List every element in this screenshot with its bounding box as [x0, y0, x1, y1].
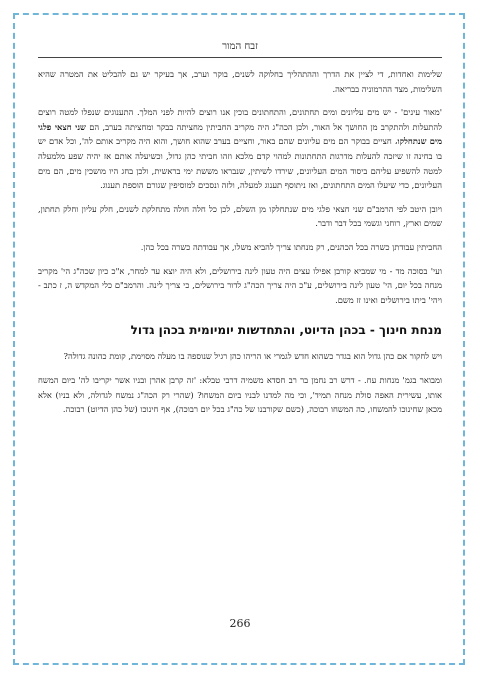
paragraph-4: החביתין עבודתן כשרה בכל הכהנים, רק מנחתו צריך להביא משלו, אך עבודתה כשרה בכל כהן.	[140, 241, 442, 252]
section-heading: מנחת חינוך - בכהן הדיוט, והתחדשות יומיומית בכהן גדול	[130, 323, 442, 338]
page-body	[38, 67, 442, 426]
paragraph-2-bold: שני חצאי פלגי מים שנתחלקו	[38, 121, 442, 147]
paragraph-5: ועי' בסוכה מד - מי שמביא קורבן אפילו עצים היה טעון לינה בירושלים, ולא היה יוצא עד למחר, א"כ כיון שכה"ג הי' מקריב מנחה בכל יום, הי' טעון לינה בירושלים, ע"כ היה צריך הכה"ג לדור בירושלים, כי צריך לינה. והרמב"ם כלי המקדש ה, ז כתב - ויהי' ביתו בירושלים ואינו זז משם.	[38, 265, 442, 305]
header-divider	[38, 57, 442, 58]
paragraph-3: ויובן היטב לפי הרמב"ם שני חצאי פלגי מים שנתחלקו מן השלם, לכן כל חלה חולה מתחלקת לשנים, חלק עליון וחלק תחתון, שמים וארץ, רוחני וגשמי בכל דבר ודבר.	[38, 203, 442, 229]
paragraph-7: ומבואר בגמ' מנחות עח. - דרש רב נחמן בר רב חסדא משמיה דרבי טבלא: 'זה קרבן אהרן ובניו אשר יקריבו לה' ביום המשח אותו, עשירית האפה סולת מנחה תמיד', וכי מה למדנו לבניו ביום המשחו? (שהרי רק הכה"ג נמשח לגדולה, ולא בניו) אלא מכאן שחינוכו להמשחו, כה המשחו רבוכה, (כשם שקורבנו של כה"ג בכל יום רבוכה), אף חינוכו (של כהן הדיוט) רבוכה.	[38, 374, 442, 415]
paragraph-6: ויש לחקור אם כהן גדול הוא בגדר כשהוא חדש לגמרי או הריהו כהן רגיל שנוספה בו מעלה מסוימת, קומת כהונה גדולה?	[63, 351, 442, 362]
paragraph-1: שלימות ואחדות, די לציין את הדרך וההתהליך בחלוקה לשנים, בוקר וערב, אך בעיקר יש גם להבליט את המטרה שהיא השלימות, מצד ההרמוניה בבריאה.	[38, 69, 442, 94]
paragraph-2	[38, 105, 442, 193]
page-number: 266	[229, 617, 251, 630]
running-header-title: זבח המור	[222, 41, 258, 52]
paragraph-2-part-a: 'מאור עינים' - יש מים עליונים ומים תחתונים, והתחתונים בוכין אנו רוצים להיות לפני המלך. התענוגים שנפלו למטה רוצים להתעלות ולהתקרב מן החושך אל האור, ולכן הכה"ג היה מקריב החביתין מחציתה בבקר ומחציתה בערב, הם	[38, 107, 442, 132]
paragraph-2-part-c: ، חציים בבוקר הם מים עליונים שהם באור, וחציים בערב שהוא חושך, והוא היה מקריב אותם לה', וכל אדם יש בו בחינה זו שיזכה להעלות מדרגות התחתונות למהוי קדם מלכא וזהו חביתי כהן גדול, וכשיעלה אותם אז יהיה שפע מלמעלה למטה להשפיע עליהם ביסוד המים העליונים, שירדו לשיתין, שנבראו מששת ימי בראשית, ולכן בחג היו מושכין מים, הם מים העליונים, כדי שיעלו המים התחתונים, ואז ניתוסף תענוג למעלה, ולזה ונסכים למוסיפין שגורם הוספת תענוג.	[38, 136, 442, 191]
